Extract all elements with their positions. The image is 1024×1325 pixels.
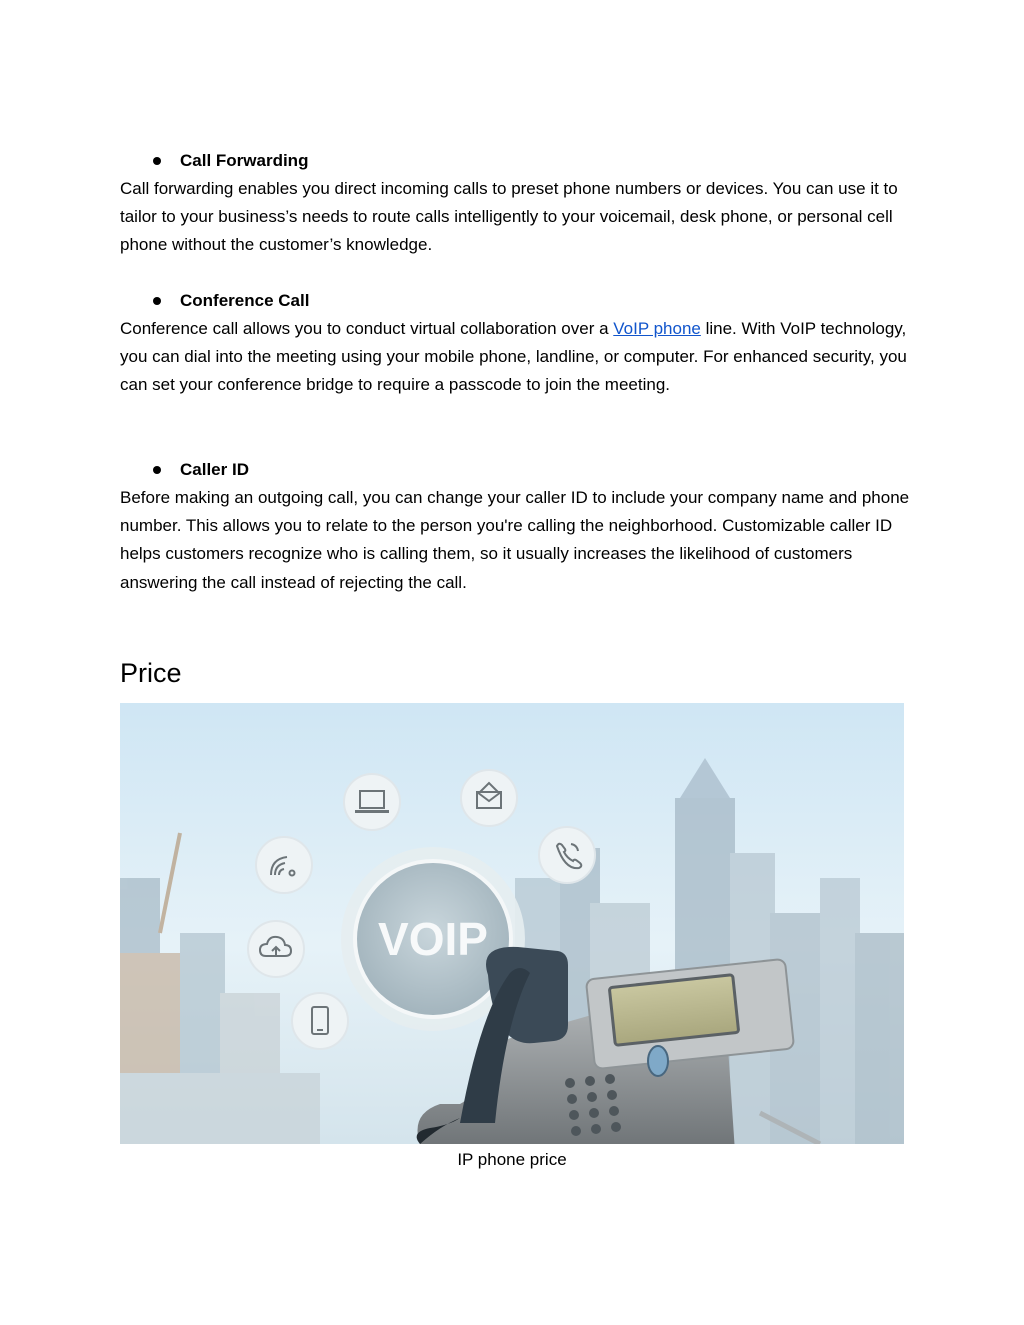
section-paragraph xyxy=(120,315,910,400)
bullet-heading xyxy=(120,287,910,315)
cloud-icon xyxy=(248,921,304,977)
section-caller-id xyxy=(120,456,910,597)
price-heading: Price xyxy=(120,658,182,688)
section-heading: Caller ID xyxy=(180,460,249,479)
section-heading: Conference Call xyxy=(180,291,310,310)
phone-call-icon xyxy=(539,827,595,883)
smartphone-icon xyxy=(292,993,348,1049)
wifi-icon xyxy=(256,837,312,893)
voip-phone-link[interactable]: VoIP phone xyxy=(613,319,701,338)
bullet-heading xyxy=(120,147,910,175)
section-conference-call xyxy=(120,287,910,400)
paragraph-text-before: Conference call allows you to conduct virtual collaboration over a xyxy=(120,319,614,338)
figure-caption: IP phone price xyxy=(457,1150,567,1169)
bullet-icon xyxy=(153,157,161,165)
mail-icon xyxy=(461,770,517,826)
voip-illustration xyxy=(120,703,904,1144)
laptop-icon xyxy=(344,774,400,830)
paragraph-text-after: line. With VoIP technology, you can dial into the meeting using your mobile phone, landline, or computer. For enhanced security, you can set your conference bridge to require a passcode to join the meeting. xyxy=(120,319,907,395)
bullet-heading xyxy=(120,456,910,484)
voip-badge-text: VOIP xyxy=(378,913,488,965)
bullet-icon xyxy=(153,297,161,305)
section-call-forwarding xyxy=(120,147,910,260)
section-heading: Call Forwarding xyxy=(180,151,309,170)
section-paragraph: Call forwarding enables you direct incoming calls to preset phone numbers or devices. You can use it to tailor to your business’s needs to route calls intelligently to your voicemail, desk phone, or personal cell phone without the customer’s knowledge. xyxy=(120,179,898,255)
section-paragraph: Before making an outgoing call, you can change your caller ID to include your company name and phone number. This allows you to relate to the person you're calling the neighborhood. Customizable caller ID helps customers recognize who is calling them, so it usually increases the likelihood of customers answering the call instead of rejecting the call. xyxy=(120,488,910,592)
bullet-icon xyxy=(153,466,161,474)
